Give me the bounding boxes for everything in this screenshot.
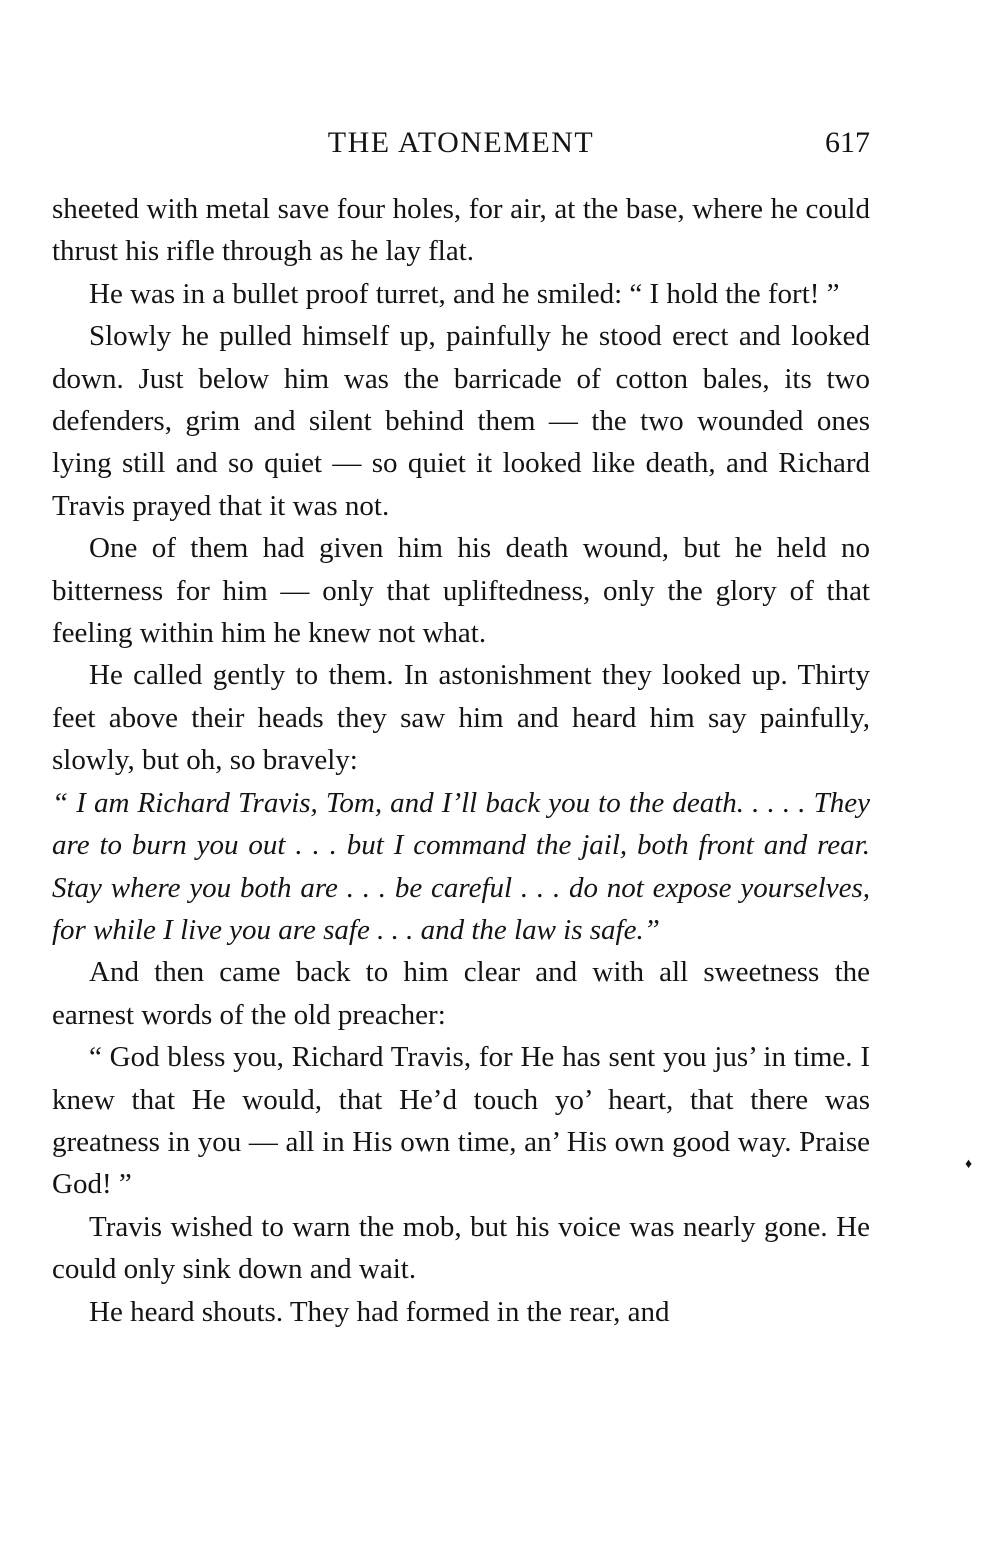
paragraph: “ God bless you, Richard Travis, for He has sent you jus’ in time. I knew that He would, that He’d touch yo’ heart, that there was greatness in you — all in His own time, an’ His own good way. Praise God! ” bbox=[52, 1041, 870, 1201]
paragraph: Travis wished to warn the mob, but his voice was nearly gone. He could only sink down and wait. bbox=[52, 1210, 870, 1286]
paragraph: One of them had given him his death wound, but he held no bitterness for him — only that upliftedness, only the glory of that feeling within him he knew not what. bbox=[52, 532, 870, 650]
page-header bbox=[52, 118, 870, 168]
page-number: 617 bbox=[825, 126, 870, 159]
paragraph: sheeted with metal save four holes, for air, at the base, where he could thrust his rifle through as he lay flat. bbox=[52, 193, 870, 268]
italic-quote: “ I am Richard Travis, Tom, and I’ll back you to the death. . . . . They are to burn you out . . . but I command the jail, both front and rear. Stay where you both are . . . be careful . . . do not expose yourselves, for while I live you are safe . . . and the law is safe.” bbox=[52, 786, 870, 946]
paragraph: Slowly he pulled himself up, painfully he stood erect and looked down. Just below him was the barricade of cotton bales, its two defenders, grim and silent behind them — the two wounded ones lying still and so quiet — so quiet it looked like death, and Richard Travis prayed that it was not. bbox=[52, 320, 870, 522]
running-head: THE ATONEMENT bbox=[327, 126, 595, 159]
paragraph: He was in a bullet proof turret, and he smiled: “ I hold the fort! ” bbox=[89, 277, 840, 310]
paragraph: He heard shouts. They had formed in the rear, and bbox=[89, 1295, 670, 1328]
paragraph: He called gently to them. In astonishment they looked up. Thirty feet above their heads they saw him and heard him say painfully, slowly, but oh, so bravely: bbox=[52, 659, 870, 777]
margin-mark: ♦ bbox=[965, 1157, 973, 1172]
body-text bbox=[52, 188, 870, 1333]
paragraph: And then came back to him clear and with all sweetness the earnest words of the old preacher: bbox=[52, 956, 870, 1031]
